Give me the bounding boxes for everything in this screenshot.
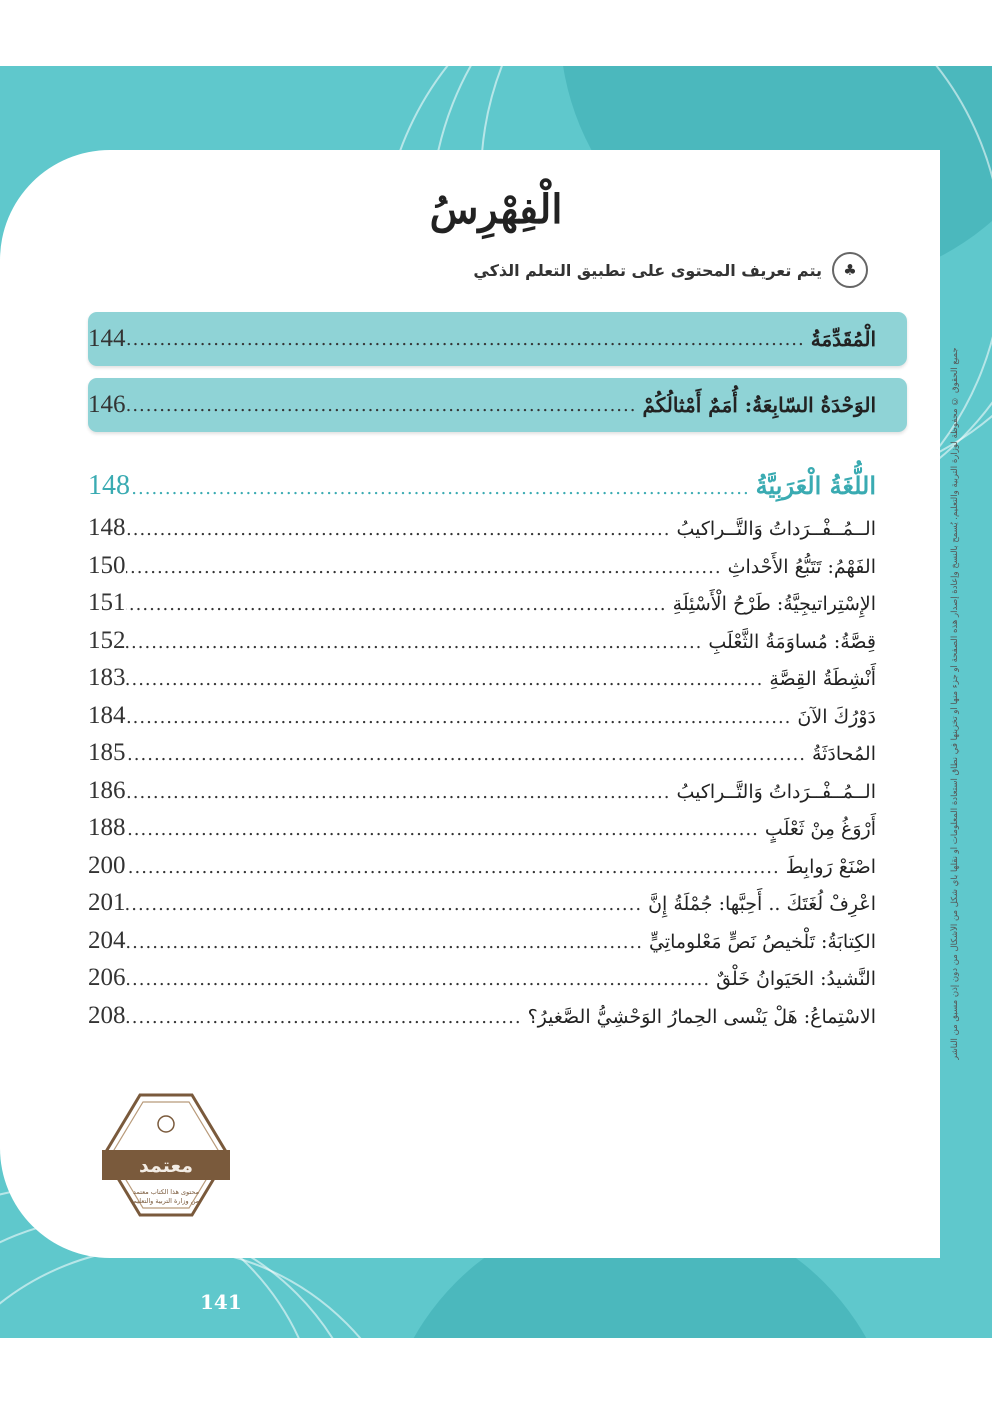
toc-label: الإِسْتِراتيجِيَّةُ: طَرْحُ الْأَسْئِلَةِ xyxy=(672,593,876,615)
leader-dots xyxy=(126,782,677,803)
toc-page-number: 151 xyxy=(88,589,126,616)
toc-page-number: 208 xyxy=(88,1001,126,1029)
toc-label: الكِتابَةُ: تَلْخيصُ نَصٍّ مَعْلوماتِيٍّ xyxy=(648,930,876,953)
toc-label: النَّشيدُ: الحَيَوانُ خَلْقٌ xyxy=(716,968,876,990)
leader-dots xyxy=(126,395,643,416)
leader-dots xyxy=(126,632,709,653)
toc-box-unit-seven[interactable] xyxy=(88,378,907,432)
toc-label: الْمُقَدِّمَةُ xyxy=(810,327,876,351)
toc-page-number: 148 xyxy=(88,470,130,501)
app-note-text: يتم تعريف المحتوى على تطبيق التعلم الذكي xyxy=(473,260,822,280)
toc-page-number: 201 xyxy=(88,889,126,916)
leader-dots xyxy=(126,819,765,840)
leader-dots xyxy=(126,557,728,578)
badge-word: معتمد xyxy=(139,1155,193,1177)
toc-label: اصْنَعْ رَوابِطَ xyxy=(785,855,876,878)
toc-label: اعْرِفْ لُغَتَكَ .. أَحِبَّها: جُمْلَةُ إِنَّ xyxy=(648,893,876,915)
toc-label: الفَهْمُ: تَتَبُّعُ الأَحْداثِ xyxy=(727,555,876,578)
toc-entry[interactable] xyxy=(88,777,890,815)
leader-dots xyxy=(126,519,677,540)
toc-page-number: 183 xyxy=(88,664,126,691)
leader-dots xyxy=(126,1007,528,1028)
toc-page-number: 185 xyxy=(88,739,126,766)
toc-page-number: 184 xyxy=(88,701,126,729)
toc-page-number: 206 xyxy=(88,964,126,991)
toc-entry[interactable] xyxy=(88,627,890,665)
toc-entry[interactable] xyxy=(88,664,890,702)
toc-entry[interactable] xyxy=(88,814,890,852)
toc-label: أَنْشِطَةُ القِصَّةِ xyxy=(769,668,876,690)
leader-dots xyxy=(126,594,673,615)
toc-label: قِصَّةُ: مُساوَمَةُ الثَّعْلَبِ xyxy=(708,630,876,653)
toc-label: الوَحْدَةُ السّابِعَةُ: أُمَمٌ أَمْثالُكُمْ xyxy=(642,393,876,417)
badge-caption-2: من وزارة التربية والتعليم xyxy=(132,1197,200,1205)
approved-stamp-badge xyxy=(100,1092,232,1218)
toc-page-number: 144 xyxy=(88,325,126,352)
leader-dots xyxy=(126,894,649,915)
toc-label: الــمُــفْــرَداتُ وَالتَّــراكيبُ xyxy=(676,780,876,803)
leader-dots xyxy=(130,478,756,499)
badge-caption-1: محتوى هذا الكتاب معتمد xyxy=(132,1188,200,1196)
leader-dots xyxy=(126,857,786,878)
leader-dots xyxy=(126,932,649,953)
leader-dots xyxy=(126,669,770,690)
toc-box-introduction[interactable] xyxy=(88,312,907,366)
toc-section-heading[interactable] xyxy=(88,470,890,514)
page-title: الْفِهْرِسُ xyxy=(429,186,563,233)
toc-page-number: 188 xyxy=(88,814,126,841)
toc-label: الــمُــفْــرَداتُ وَالتَّــراكيبُ xyxy=(676,518,876,540)
copyright-vertical-text: جميع الحقوق © محفوظة لوزارة التربية والتعليم. يُسمح بالنسخ وإعادة إصدار هذه الصفحة أو جزء منها أو تخزينها في نطاق استعادة المعلومات أو نقلها بأي شكل من الأشكال من دون إذن مسبق من الناشر xyxy=(950,347,960,1060)
leader-dots xyxy=(126,744,812,765)
toc-entry[interactable] xyxy=(88,927,890,965)
toc-page-number: 152 xyxy=(88,626,126,654)
toc-entry[interactable] xyxy=(88,589,890,627)
toc-page-number: 186 xyxy=(88,776,126,804)
toc-page-number: 146 xyxy=(88,391,126,418)
toc-entry[interactable] xyxy=(88,964,890,1002)
toc-page-number: 204 xyxy=(88,926,126,954)
toc-page-number: 148 xyxy=(88,514,126,541)
toc-label: الاسْتِماعُ: هَلْ يَنْسى الحِمارُ الوَحْشِيُّ الصَّغيرُ؟ xyxy=(527,1005,876,1028)
toc-entry[interactable] xyxy=(88,702,890,740)
toc-entry[interactable] xyxy=(88,1002,890,1040)
toc-page-number: 150 xyxy=(88,551,126,579)
smart-app-note xyxy=(473,252,868,288)
leader-dots xyxy=(126,707,798,728)
toc-label: المُحادَثَةُ xyxy=(811,743,876,765)
toc-page-number: 200 xyxy=(88,851,126,879)
toc-label: اللُّغَةُ الْعَرَبِيَّةُ xyxy=(755,471,876,500)
toc-list xyxy=(88,470,907,1039)
toc-label: دَوْرُكَ الآنَ xyxy=(797,705,876,728)
tree-icon: ♣ xyxy=(832,252,868,288)
toc-entry[interactable] xyxy=(88,889,890,927)
leader-dots xyxy=(126,329,811,350)
leader-dots xyxy=(126,969,717,990)
page-number: 141 xyxy=(200,1290,242,1314)
toc-entry[interactable] xyxy=(88,739,890,777)
toc-entry[interactable] xyxy=(88,852,890,890)
toc-label: أَرْوَغُ مِنْ ثَعْلَبٍ xyxy=(764,818,876,840)
toc-entry[interactable] xyxy=(88,514,890,552)
toc-entry[interactable] xyxy=(88,552,890,590)
